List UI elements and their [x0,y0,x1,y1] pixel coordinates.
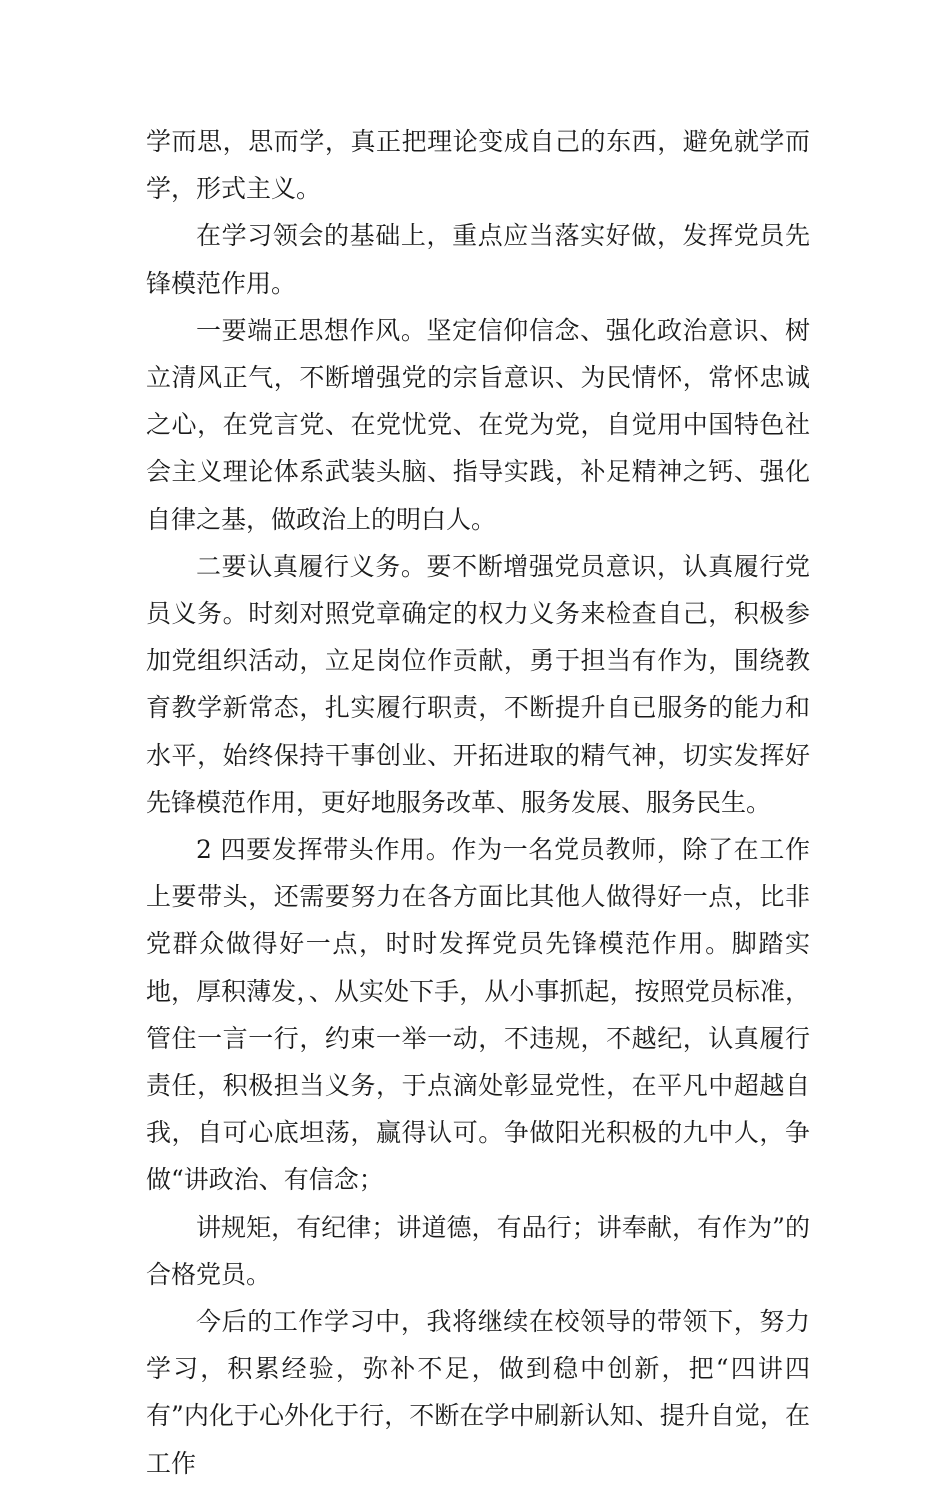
paragraph-4: 二要认真履行义务。要不断增强党员意识，认真履行党员义务。时刻对照党章确定的权力义务来检查自己，积极参加党组织活动，立足岗位作贡献，勇于担当有作为，围绕教育教学新常态，扎实履行职责，不断提升自已服务的能力和水平，始终保持干事创业、开拓进取的精气神，切实发挥好先锋模范作用，更好地服务改革、服务发展、服务民生。 [146,551,810,817]
paragraph-7: 今后的工作学习中，我将继续在校领导的带领下，努力学习，积累经验，弥补不足，做到稳中创新，把“四讲四有”内化于心外化于行，不断在学中刷新认知、提升自觉，在工作 [146,1307,810,1478]
paragraph-3: 一要端正思想作风。坚定信仰信念、强化政治意识、树立清风正气，不断增强党的宗旨意识、为民情怀，常怀忠诚之心，在党言党、在党忧党、在党为党，自觉用中国特色社会主义理论体系武装头脑、指导实践，补足精神之钙、强化自律之基，做政治上的明白人。 [146,315,810,534]
paragraph-5: 2 四要发挥带头作用。作为一名党员教师，除了在工作上要带头，还需要努力在各方面比其他人做得好一点，比非党群众做得好一点，时时发挥党员先锋模范作用。脚踏实地，厚积薄发，、从实处下手，从小事抓起，按照党员标准，管住一言一行，约束一举一动，不违规，不越纪，认真履行责任，积极担当义务，于点滴处彰显党性，在平凡中超越自我，自可心底坦荡，赢得认可。争做阳光积极的九中人，争做“讲政治、有信念； [146,835,810,1195]
document-body [146,118,810,1487]
paragraph-1: 学而思，思而学，真正把理论变成自己的东西，避免就学而学，形式主义。 [146,127,810,204]
paragraph-2: 在学习领会的基础上，重点应当落实好做，发挥党员先锋模范作用。 [146,221,810,298]
paragraph-6: 讲规矩，有纪律；讲道德，有品行；讲奉献，有作为”的合格党员。 [146,1212,810,1289]
